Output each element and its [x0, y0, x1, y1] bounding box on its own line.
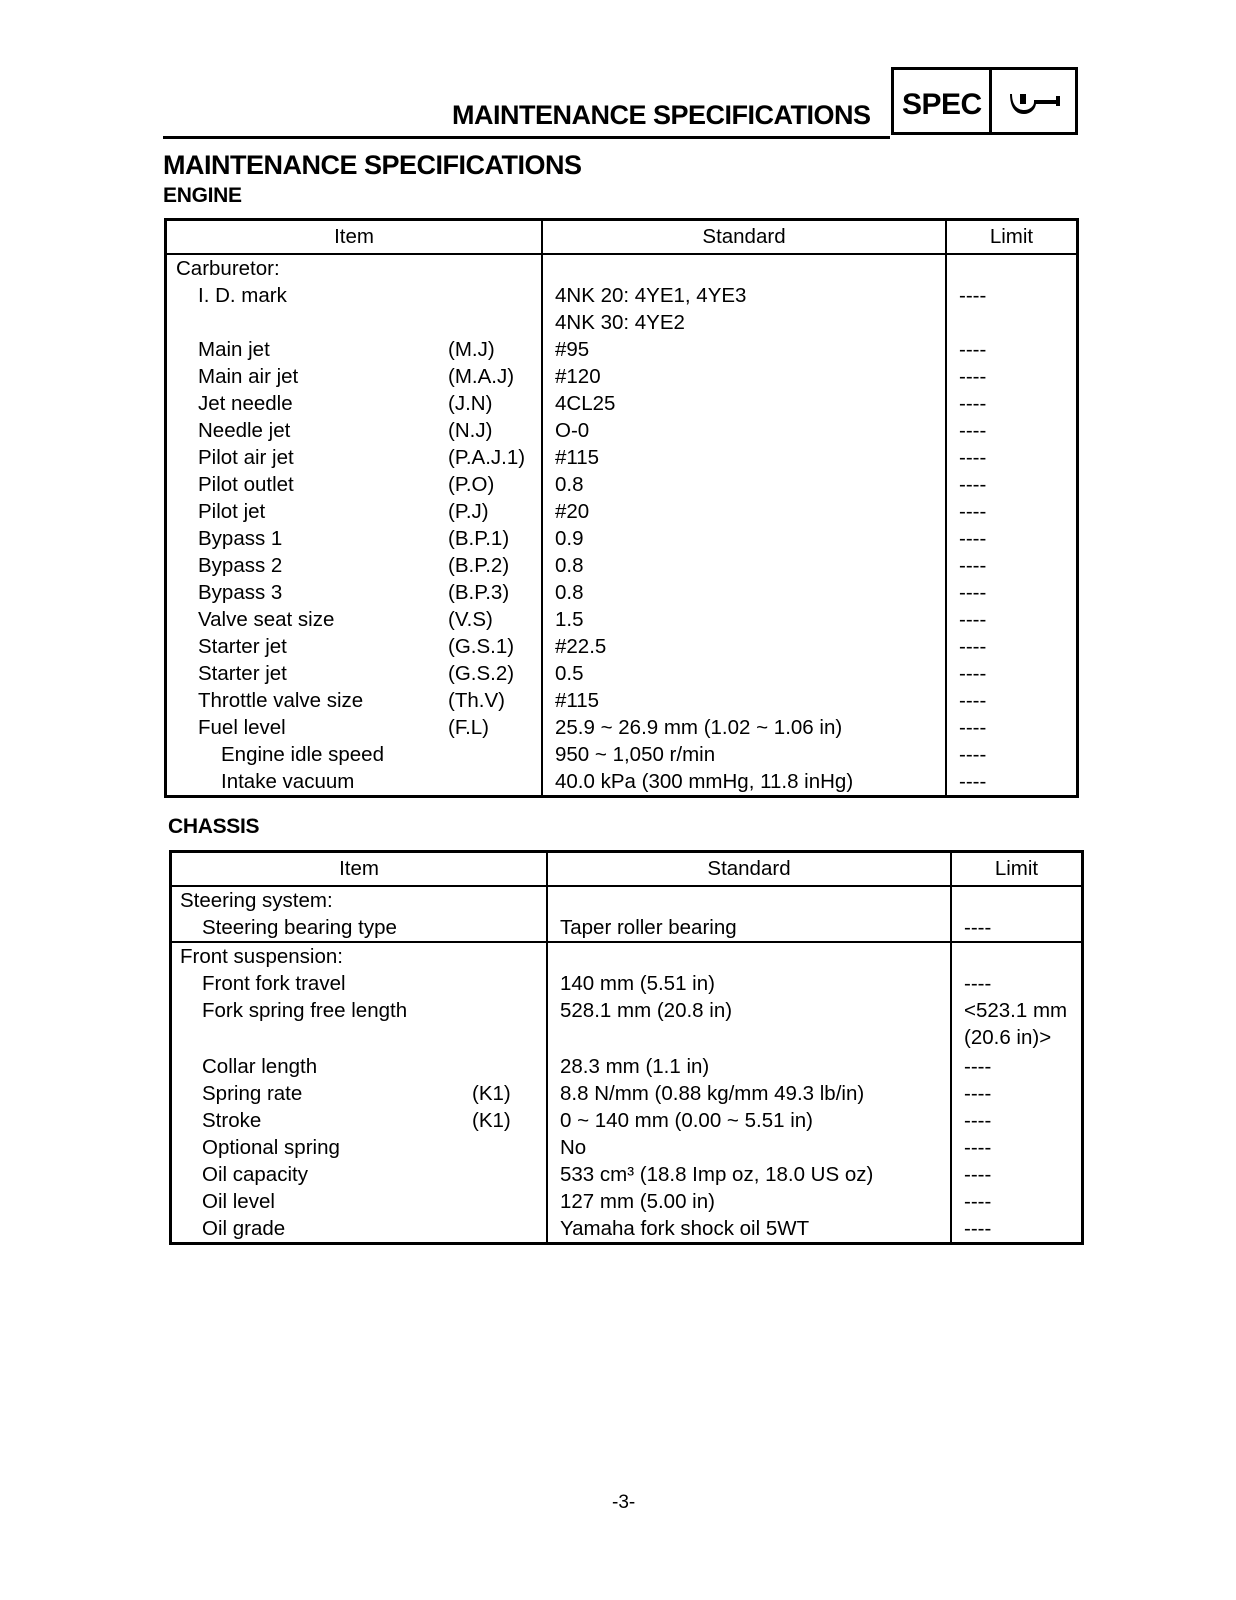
item-cell	[167, 714, 541, 741]
table-row	[172, 1215, 1081, 1242]
group-lim-cell	[950, 887, 1081, 914]
table-group	[172, 887, 1081, 941]
item-name: Optional spring	[202, 1136, 340, 1159]
limit-value: ----	[959, 419, 987, 442]
item-abbr: (K1)	[472, 1109, 511, 1132]
limit-value: ----	[964, 1082, 992, 1105]
standard-cell	[541, 444, 945, 471]
group-title-row	[172, 887, 1081, 914]
wrench-icon	[992, 70, 1075, 132]
standard-cell	[546, 1080, 950, 1107]
standard-cell	[546, 1107, 950, 1134]
limit-cell	[945, 606, 1076, 633]
standard-cell	[541, 417, 945, 444]
group-std-cell	[546, 887, 950, 914]
chassis-header-limit: Limit	[950, 853, 1081, 885]
item-name: Bypass 2	[198, 554, 283, 577]
table-row	[167, 471, 1076, 498]
item-cell	[172, 1134, 546, 1161]
standard-cell	[541, 552, 945, 579]
standard-cell	[541, 525, 945, 552]
item-cell	[167, 741, 541, 768]
limit-cell	[950, 1188, 1081, 1215]
item-name: Front fork travel	[202, 972, 346, 995]
running-header-title: MAINTENANCE SPECIFICATIONS	[452, 100, 871, 130]
standard-cell	[546, 997, 950, 1053]
engine-header-limit: Limit	[945, 221, 1076, 253]
limit-cell	[945, 552, 1076, 579]
table-row	[172, 970, 1081, 997]
standard-cell	[541, 579, 945, 606]
group-title: Carburetor:	[176, 257, 280, 280]
standard-cell	[546, 970, 950, 997]
standard-cell	[541, 741, 945, 768]
standard-value: 28.3 mm (1.1 in)	[560, 1055, 710, 1078]
group-cell	[167, 255, 541, 282]
standard-value: #95	[555, 338, 590, 361]
item-abbr: (G.S.2)	[448, 662, 515, 685]
item-cell	[167, 768, 541, 795]
group-std-cell	[541, 255, 945, 282]
item-cell	[172, 1188, 546, 1215]
standard-cell	[541, 687, 945, 714]
standard-value: 0.5	[555, 662, 584, 685]
item-name: Starter jet	[198, 635, 287, 658]
limit-value: ----	[959, 446, 987, 469]
item-cell	[167, 282, 541, 336]
item-cell	[167, 498, 541, 525]
item-abbr: (F.L)	[448, 716, 489, 739]
limit-value: ----	[959, 770, 987, 793]
standard-value: #115	[555, 446, 600, 469]
limit-value: ----	[959, 392, 987, 415]
limit-value: ----	[964, 1217, 992, 1240]
carburetor-group-row	[167, 255, 1076, 282]
item-abbr: (Th.V)	[448, 689, 505, 712]
limit-cell	[945, 714, 1076, 741]
limit-value: ----	[959, 500, 987, 523]
standard-value: 25.9 ~ 26.9 mm (1.02 ~ 1.06 in)	[555, 716, 843, 739]
item-cell	[167, 687, 541, 714]
standard-cell	[541, 660, 945, 687]
item-name: Stroke	[202, 1109, 262, 1132]
group-std-cell	[546, 943, 950, 970]
table-row	[172, 1134, 1081, 1161]
standard-value: #22.5	[555, 635, 607, 658]
table-row	[167, 336, 1076, 363]
table-row	[167, 606, 1076, 633]
item-cell	[167, 444, 541, 471]
limit-value: ----	[959, 743, 987, 766]
limit-cell	[950, 1134, 1081, 1161]
item-name: I. D. mark	[198, 284, 287, 307]
limit-value: ----	[959, 284, 987, 307]
standard-cell	[541, 390, 945, 417]
limit-cell	[945, 768, 1076, 795]
spec-badge-label: SPEC	[894, 70, 992, 132]
item-name: Oil grade	[202, 1217, 286, 1240]
item-abbr: (G.S.1)	[448, 635, 515, 658]
table-row	[172, 914, 1081, 941]
engine-section-label: ENGINE	[163, 184, 242, 207]
limit-value: ----	[959, 338, 987, 361]
item-abbr: (N.J)	[448, 419, 493, 442]
limit-value: ----	[959, 608, 987, 631]
item-name: Steering bearing type	[202, 916, 397, 939]
item-name: Pilot outlet	[198, 473, 294, 496]
limit-cell	[945, 390, 1076, 417]
chassis-table-body	[172, 887, 1081, 1242]
standard-value: #120	[555, 365, 601, 388]
standard-cell	[546, 1053, 950, 1080]
limit-value: ----	[959, 635, 987, 658]
item-name: Throttle valve size	[198, 689, 364, 712]
limit-cell	[950, 1080, 1081, 1107]
item-name: Starter jet	[198, 662, 287, 685]
standard-value: Taper roller bearing	[560, 916, 737, 939]
limit-cell	[950, 1215, 1081, 1242]
table-row	[167, 741, 1076, 768]
standard-value: #20	[555, 500, 590, 523]
table-row	[172, 1188, 1081, 1215]
item-name: Pilot jet	[198, 500, 266, 523]
standard-cell	[541, 714, 945, 741]
item-abbr: (B.P.1)	[448, 527, 510, 550]
item-cell	[167, 336, 541, 363]
table-row	[172, 1161, 1081, 1188]
limit-value: ----	[964, 916, 992, 939]
table-row	[167, 525, 1076, 552]
standard-cell	[546, 1134, 950, 1161]
item-abbr: (M.A.J)	[448, 365, 515, 388]
standard-value: 0.8	[555, 581, 584, 604]
table-row	[167, 444, 1076, 471]
item-name: Fork spring free length	[202, 999, 408, 1022]
item-cell	[167, 390, 541, 417]
table-row	[167, 498, 1076, 525]
limit-cell	[945, 741, 1076, 768]
standard-value: No	[560, 1136, 587, 1159]
item-cell	[172, 1161, 546, 1188]
standard-value: 533 cm³ (18.8 Imp oz, 18.0 US oz)	[560, 1163, 874, 1186]
item-cell	[172, 970, 546, 997]
limit-cell	[945, 525, 1076, 552]
table-row	[172, 1053, 1081, 1080]
standard-cell	[546, 1161, 950, 1188]
group-title: Steering system:	[180, 889, 333, 912]
engine-header-standard: Standard	[541, 221, 945, 253]
limit-value: <523.1 mm	[964, 999, 1068, 1022]
item-name: Bypass 1	[198, 527, 283, 550]
item-cell	[167, 363, 541, 390]
item-name: Oil level	[202, 1190, 275, 1213]
item-name: Engine idle speed	[221, 743, 384, 766]
item-abbr: (P.O)	[448, 473, 495, 496]
table-row	[172, 1080, 1081, 1107]
item-abbr: (J.N)	[448, 392, 493, 415]
table-group	[172, 941, 1081, 1242]
limit-cell	[945, 336, 1076, 363]
group-lim-cell	[945, 255, 1076, 282]
item-cell	[167, 660, 541, 687]
table-row	[167, 417, 1076, 444]
item-cell	[172, 997, 546, 1053]
limit-cell	[950, 1053, 1081, 1080]
limit-cell	[950, 914, 1081, 941]
limit-value: ----	[964, 1163, 992, 1186]
item-abbr: (B.P.2)	[448, 554, 510, 577]
engine-table-header	[167, 221, 1076, 255]
item-name: Valve seat size	[198, 608, 335, 631]
limit-cell	[950, 1107, 1081, 1134]
engine-header-item: Item	[334, 225, 374, 248]
table-row	[167, 714, 1076, 741]
item-name: Bypass 3	[198, 581, 283, 604]
chassis-section-label: CHASSIS	[168, 815, 260, 838]
item-name: Oil capacity	[202, 1163, 308, 1186]
table-row	[167, 768, 1076, 795]
item-cell	[172, 1107, 546, 1134]
chassis-spec-table	[169, 850, 1084, 1245]
limit-cell	[945, 417, 1076, 444]
group-lim-cell	[950, 943, 1081, 970]
standard-cell	[541, 363, 945, 390]
limit-cell	[945, 633, 1076, 660]
standard-cell	[541, 606, 945, 633]
limit-value: ----	[964, 972, 992, 995]
item-name: Main air jet	[198, 365, 299, 388]
item-abbr: (V.S)	[448, 608, 493, 631]
limit-cell	[945, 282, 1076, 336]
item-abbr: (P.J)	[448, 500, 489, 523]
standard-value: 0.8	[555, 473, 584, 496]
item-name: Needle jet	[198, 419, 291, 442]
limit-value: ----	[959, 581, 987, 604]
item-cell	[172, 1080, 546, 1107]
limit-value: ----	[959, 662, 987, 685]
standard-value: 528.1 mm (20.8 in)	[560, 999, 733, 1022]
chassis-table-header	[172, 853, 1081, 887]
table-row	[167, 282, 1076, 336]
item-cell	[167, 525, 541, 552]
item-name: Jet needle	[198, 392, 293, 415]
standard-cell	[546, 914, 950, 941]
limit-cell	[950, 1161, 1081, 1188]
standard-value: 950 ~ 1,050 r/min	[555, 743, 716, 766]
limit-cell	[945, 660, 1076, 687]
standard-value: 4NK 20: 4YE1, 4YE3	[555, 284, 747, 307]
limit-cell	[945, 444, 1076, 471]
item-abbr: (M.J)	[448, 338, 495, 361]
item-abbr: (B.P.3)	[448, 581, 510, 604]
limit-value: ----	[959, 527, 987, 550]
limit-value: ----	[959, 365, 987, 388]
item-abbr: (K1)	[472, 1082, 511, 1105]
standard-value: #115	[555, 689, 600, 712]
engine-table-body	[167, 255, 1076, 795]
limit-value: ----	[964, 1190, 992, 1213]
item-name: Fuel level	[198, 716, 286, 739]
table-row	[167, 660, 1076, 687]
standard-cell	[541, 768, 945, 795]
page-title: MAINTENANCE SPECIFICATIONS	[163, 150, 582, 180]
limit-value: ----	[964, 1136, 992, 1159]
chassis-header-item: Item	[339, 857, 379, 880]
table-row	[167, 390, 1076, 417]
limit-cell	[945, 579, 1076, 606]
item-cell	[167, 417, 541, 444]
item-name: Pilot air jet	[198, 446, 294, 469]
item-name: Spring rate	[202, 1082, 303, 1105]
limit-cell	[945, 471, 1076, 498]
limit-value: ----	[959, 689, 987, 712]
item-cell	[172, 1215, 546, 1242]
header-rule	[163, 136, 890, 139]
group-title-row	[172, 943, 1081, 970]
limit-value: ----	[959, 473, 987, 496]
limit-cell	[945, 363, 1076, 390]
standard-cell	[546, 1188, 950, 1215]
standard-value: 40.0 kPa (300 mmHg, 11.8 inHg)	[555, 770, 854, 793]
table-row	[172, 1107, 1081, 1134]
group-title: Front suspension:	[180, 945, 343, 968]
standard-cell	[541, 498, 945, 525]
table-row	[167, 579, 1076, 606]
limit-cell	[950, 997, 1081, 1053]
limit-value: ----	[964, 1055, 992, 1078]
engine-spec-table	[164, 218, 1079, 798]
item-abbr: (P.A.J.1)	[448, 446, 526, 469]
table-row	[167, 687, 1076, 714]
limit-value: ----	[959, 554, 987, 577]
standard-cell	[541, 336, 945, 363]
table-row	[167, 633, 1076, 660]
limit-value: (20.6 in)>	[964, 1026, 1052, 1049]
item-cell	[172, 914, 546, 941]
standard-value: 0.8	[555, 554, 584, 577]
standard-value: 1.5	[555, 608, 584, 631]
limit-value: ----	[964, 1109, 992, 1132]
limit-cell	[945, 498, 1076, 525]
table-row	[167, 552, 1076, 579]
table-row	[172, 997, 1081, 1053]
item-cell	[167, 579, 541, 606]
item-cell	[167, 471, 541, 498]
standard-value: 4NK 30: 4YE2	[555, 311, 685, 334]
group-cell	[172, 887, 546, 914]
spec-badge	[891, 67, 1078, 135]
standard-cell	[546, 1215, 950, 1242]
item-cell	[172, 1053, 546, 1080]
limit-cell	[950, 970, 1081, 997]
standard-cell	[541, 282, 945, 336]
item-name: Intake vacuum	[221, 770, 355, 793]
standard-cell	[541, 633, 945, 660]
standard-value: 140 mm (5.51 in)	[560, 972, 715, 995]
limit-cell	[945, 687, 1076, 714]
item-name: Collar length	[202, 1055, 318, 1078]
group-cell	[172, 943, 546, 970]
standard-value: 127 mm (5.00 in)	[560, 1190, 715, 1213]
chassis-header-standard: Standard	[546, 853, 950, 885]
item-cell	[167, 633, 541, 660]
item-name: Main jet	[198, 338, 270, 361]
standard-value: O-0	[555, 419, 590, 442]
standard-value: Yamaha fork shock oil 5WT	[560, 1217, 810, 1240]
standard-value: 8.8 N/mm (0.88 kg/mm 49.3 lb/in)	[560, 1082, 865, 1105]
standard-value: 4CL25	[555, 392, 616, 415]
standard-value: 0 ~ 140 mm (0.00 ~ 5.51 in)	[560, 1109, 813, 1132]
limit-value: ----	[959, 716, 987, 739]
item-cell	[167, 552, 541, 579]
table-row	[167, 363, 1076, 390]
page-number: -3-	[612, 1492, 636, 1513]
standard-cell	[541, 471, 945, 498]
standard-value: 0.9	[555, 527, 584, 550]
item-cell	[167, 606, 541, 633]
